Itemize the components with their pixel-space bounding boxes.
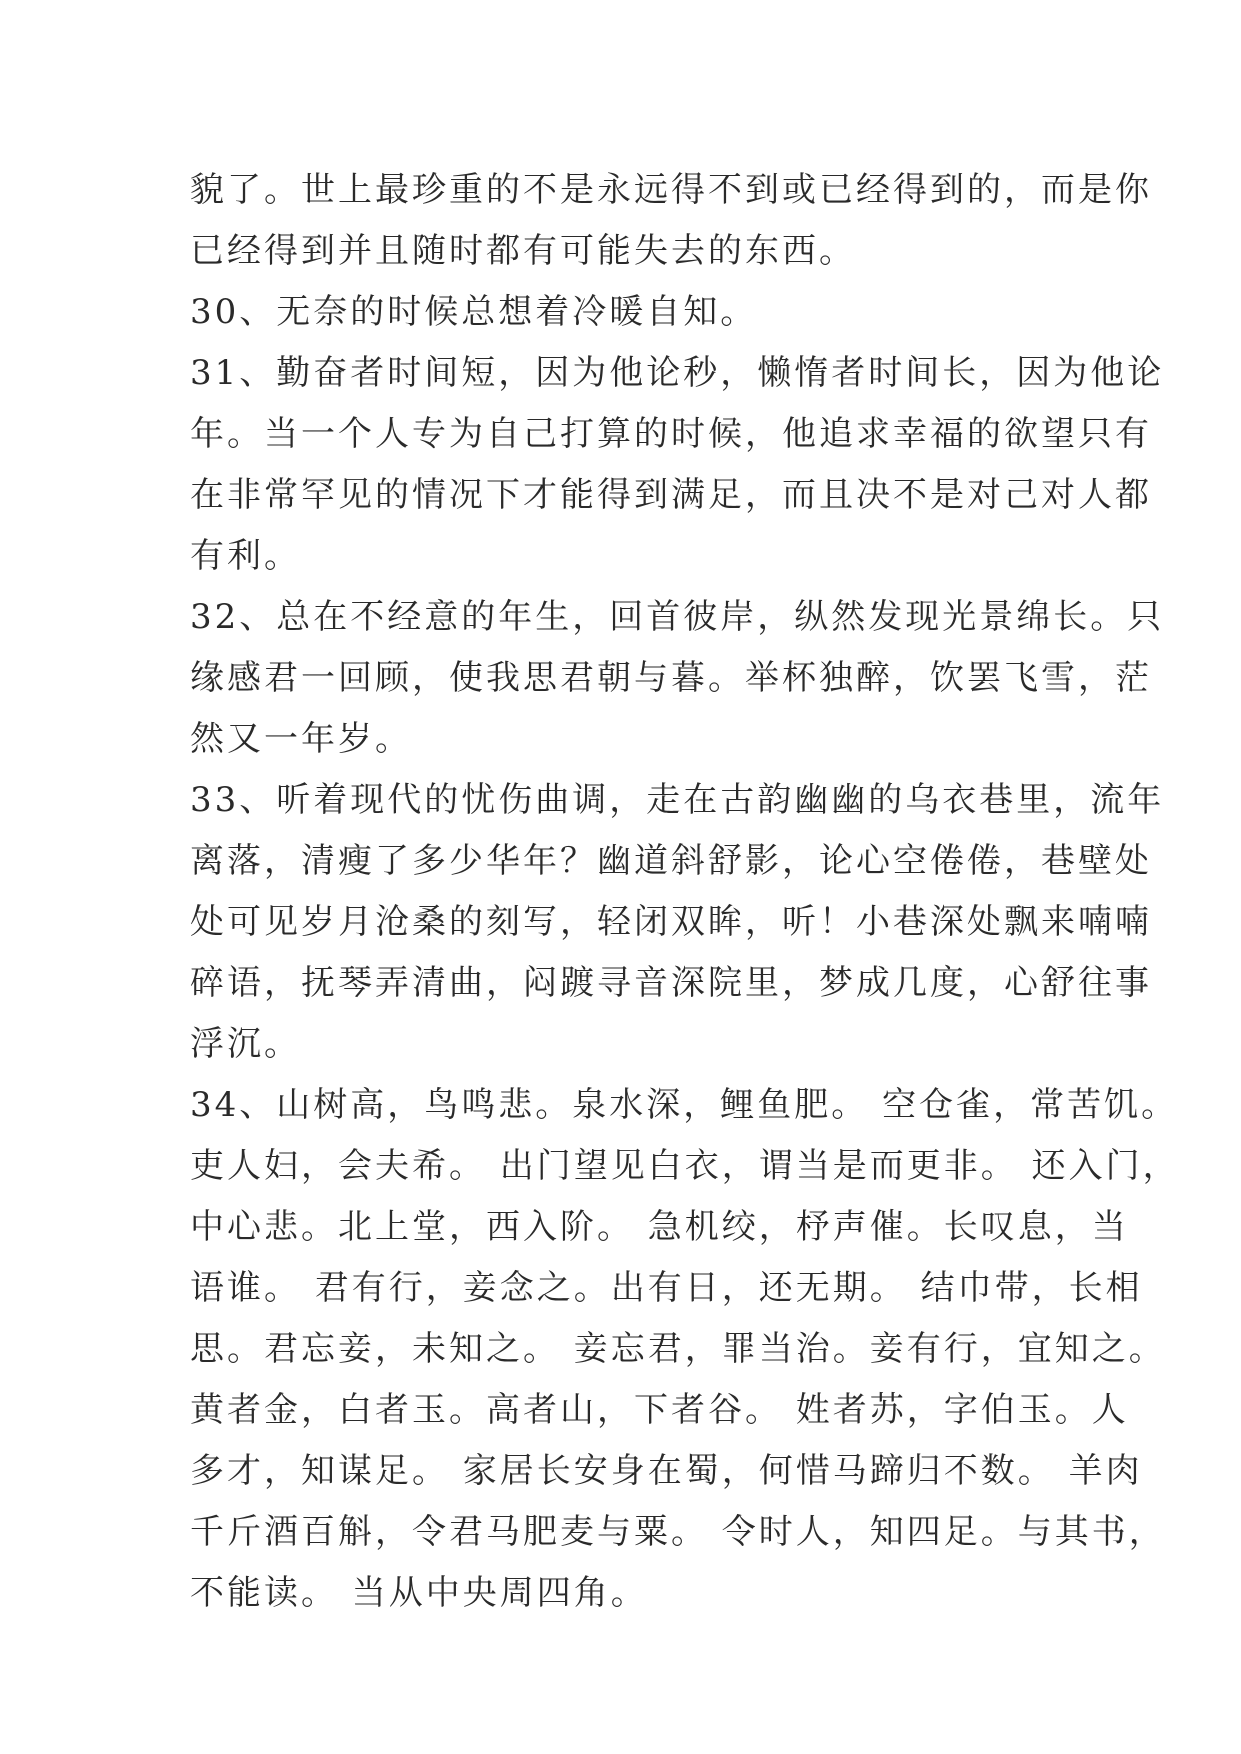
- text-line: 处可见岁月沧桑的刻写，轻闭双眸，听！小巷深处飘来喃喃: [190, 902, 1152, 942]
- text-line: 然又一年岁。: [190, 719, 412, 759]
- text-line: 33、听着现代的忧伤曲调，走在古韵幽幽的乌衣巷里，流年: [190, 780, 1165, 820]
- text-line: 离落，清瘦了多少华年？幽道斜舒影，论心空倦倦，巷壁处: [190, 841, 1152, 881]
- text-line: 年。当一个人专为自己打算的时候，他追求幸福的欲望只有: [190, 414, 1152, 454]
- text-line: 不能读。 当从中央周四角。: [190, 1573, 648, 1613]
- text-line: 浮沉。: [190, 1024, 301, 1064]
- text-line: 貌了。世上最珍重的不是永远得不到或已经得到的，而是你: [190, 170, 1152, 210]
- body-text: [190, 160, 1180, 1624]
- text-line: 有利。: [190, 536, 301, 576]
- text-line: 34、山树高，鸟鸣悲。泉水深，鲤鱼肥。 空仓雀，常苦饥。: [190, 1085, 1179, 1125]
- text-line: 在非常罕见的情况下才能得到满足，而且决不是对己对人都: [190, 475, 1152, 515]
- text-line: 缘感君一回顾，使我思君朝与暮。举杯独醉，饮罢飞雪，茫: [190, 658, 1152, 698]
- text-line: 吏人妇，会夫希。 出门望见白衣，谓当是而更非。 还入门，: [190, 1146, 1180, 1186]
- text-line: 32、总在不经意的年生，回首彼岸，纵然发现光景绵长。只: [190, 597, 1165, 637]
- text-line: 31、勤奋者时间短，因为他论秒，懒惰者时间长，因为他论: [190, 353, 1165, 393]
- text-line: 中心悲。北上堂，西入阶。 急机绞，杼声催。长叹息，当: [190, 1207, 1129, 1247]
- text-line: 多才，知谋足。 家居长安身在蜀，何惜马蹄归不数。 羊肉: [190, 1451, 1143, 1491]
- text-line: 思。君忘妾，未知之。 妾忘君，罪当治。妾有行，宜知之。: [190, 1329, 1166, 1369]
- text-line: 千斤酒百斛，令君马肥麦与粟。 令时人，知四足。与其书，: [190, 1512, 1166, 1552]
- text-line: 语谁。 君有行，妾念之。出有日，还无期。 结巾带，长相: [190, 1268, 1143, 1308]
- text-line: 已经得到并且随时都有可能失去的东西。: [190, 231, 856, 271]
- text-line: 30、无奈的时候总想着冷暖自知。: [190, 292, 758, 332]
- text-line: 碎语，抚琴弄清曲，闷踱寻音深院里，梦成几度，心舒往事: [190, 963, 1152, 1003]
- text-line: 黄者金，白者玉。高者山，下者谷。 姓者苏，字伯玉。人: [190, 1390, 1129, 1430]
